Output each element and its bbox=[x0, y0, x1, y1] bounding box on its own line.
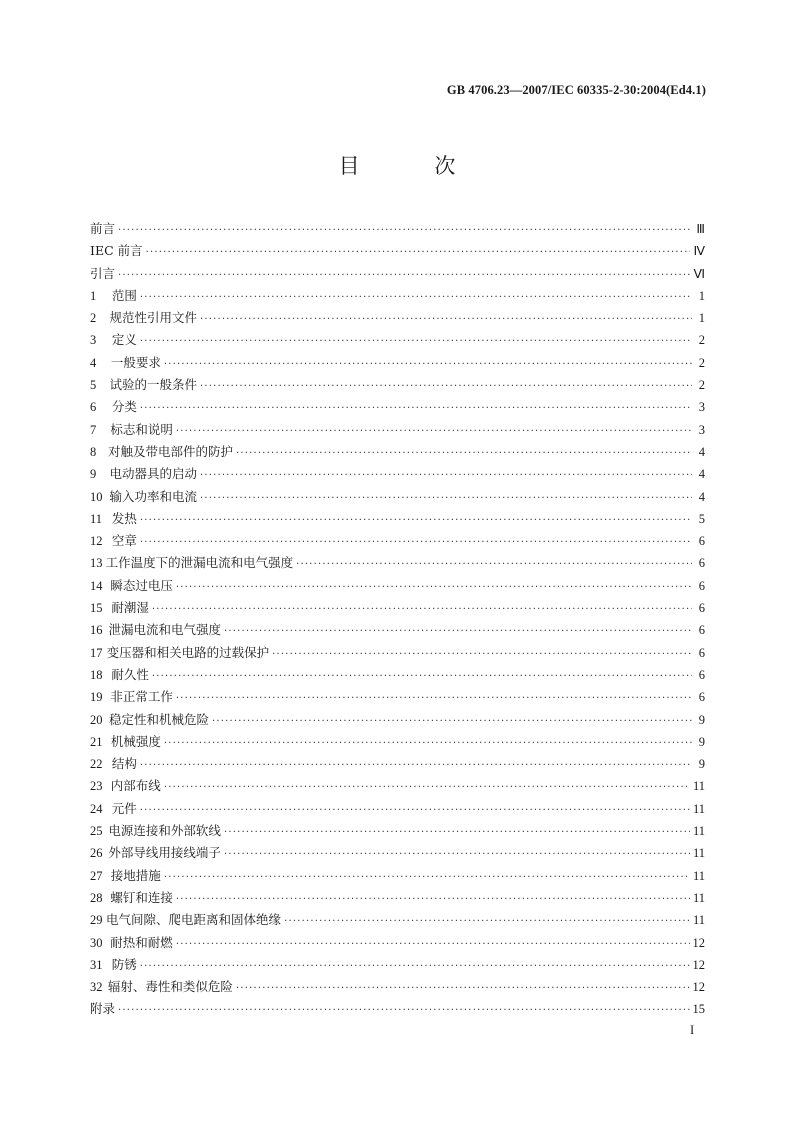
page-number: I bbox=[690, 1023, 695, 1037]
toc-entry-label: 范围 bbox=[111, 287, 137, 303]
toc-entry-page: Ⅲ bbox=[696, 222, 705, 236]
toc-leader-dots bbox=[164, 354, 692, 376]
toc-entry-label: 发热 bbox=[111, 510, 137, 526]
toc-leader-dots bbox=[200, 488, 692, 510]
toc-entry[interactable] bbox=[90, 954, 705, 976]
toc-entry-number: 30 bbox=[90, 935, 103, 950]
toc-entry-label: 前言 bbox=[90, 221, 116, 236]
toc-entry-label: 规范性引用文件 bbox=[109, 310, 197, 326]
toc-entry-number: 1 bbox=[90, 288, 97, 303]
toc-entry-number: 6 bbox=[90, 400, 97, 415]
toc-entry-number: 22 bbox=[90, 757, 103, 772]
toc-entry[interactable] bbox=[90, 486, 705, 508]
toc-entry-number: 18 bbox=[90, 667, 103, 682]
toc-entry-number: 3 bbox=[90, 333, 97, 348]
toc-entry-label: 内部布线 bbox=[110, 778, 161, 794]
toc-entry[interactable] bbox=[90, 842, 705, 864]
toc-entry-label: 外部导线用接线端子 bbox=[108, 845, 221, 861]
toc-entry-number: 4 bbox=[90, 355, 97, 370]
toc-entry[interactable] bbox=[90, 508, 705, 530]
toc-entry-label: 泄漏电流和电气强度 bbox=[108, 622, 222, 638]
toc-leader-dots bbox=[140, 331, 692, 353]
toc-entry[interactable] bbox=[90, 798, 705, 820]
toc-leader-dots bbox=[140, 510, 692, 532]
toc-entry-number: 32 bbox=[90, 980, 103, 995]
toc-entry-number: 28 bbox=[90, 890, 103, 905]
toc-entry-label: 输入功率和电流 bbox=[109, 488, 197, 504]
toc-entry-page: 6 bbox=[698, 623, 705, 638]
toc-entry[interactable] bbox=[90, 463, 705, 485]
toc-entry[interactable] bbox=[90, 552, 705, 574]
toc-entry-page: 11 bbox=[692, 801, 705, 816]
toc-entry-number: 12 bbox=[90, 534, 103, 549]
toc-entry[interactable] bbox=[90, 932, 705, 954]
toc-leader-dots bbox=[140, 956, 690, 978]
toc-entry-label: 辐射、毒性和类似危险 bbox=[107, 979, 233, 995]
toc-entry-number: 16 bbox=[90, 623, 103, 638]
toc-entry-number: 25 bbox=[90, 824, 103, 839]
toc-entry[interactable] bbox=[90, 441, 705, 463]
toc-entry-page: 15 bbox=[692, 1002, 705, 1017]
toc-entry-page: 11 bbox=[692, 779, 705, 794]
toc-entry-number: 24 bbox=[90, 801, 103, 816]
toc-entry-number: 8 bbox=[90, 444, 97, 459]
toc-entry-label: 空章 bbox=[111, 533, 137, 549]
toc-entry-label: 工作温度下的泄漏电流和电气强度 bbox=[105, 555, 294, 571]
toc-entry-number: 17 bbox=[90, 645, 103, 660]
toc-entry-page: 12 bbox=[692, 957, 705, 972]
toc-entry[interactable] bbox=[90, 865, 705, 887]
toc-entry-page: 1 bbox=[698, 311, 705, 326]
toc-leader-dots bbox=[224, 822, 690, 844]
toc-entry-page: 4 bbox=[698, 489, 705, 504]
toc-entry-label: 螺钉和连接 bbox=[110, 889, 173, 905]
toc-entry-page: 6 bbox=[698, 601, 705, 616]
toc-entry-label: 机械强度 bbox=[110, 733, 161, 749]
toc-entry-label: 瞬态过电压 bbox=[110, 577, 173, 593]
toc-leader-dots bbox=[176, 889, 690, 911]
toc-leader-dots bbox=[140, 532, 692, 554]
table-of-contents bbox=[90, 218, 705, 1021]
toc-entry-label: 耐潮湿 bbox=[111, 600, 149, 616]
toc-leader-dots bbox=[236, 443, 692, 465]
toc-entry-page: 6 bbox=[698, 690, 705, 705]
toc-leader-dots bbox=[152, 666, 692, 688]
toc-leader-dots bbox=[140, 398, 692, 420]
toc-entry-page: 4 bbox=[698, 444, 705, 459]
toc-entry-number: 14 bbox=[90, 578, 103, 593]
toc-entry-page: 2 bbox=[698, 355, 705, 370]
toc-entry[interactable] bbox=[90, 374, 705, 396]
toc-entry-page: 11 bbox=[692, 890, 705, 905]
toc-entry-page: 11 bbox=[692, 824, 705, 839]
toc-entry-page: 3 bbox=[698, 400, 705, 415]
toc-entry[interactable] bbox=[90, 775, 705, 797]
toc-entry-label: 元件 bbox=[111, 800, 137, 816]
toc-entry-page: 12 bbox=[692, 980, 705, 995]
toc-entry-number: 10 bbox=[90, 489, 103, 504]
toc-leader-dots bbox=[140, 800, 690, 822]
toc-entry-page: 5 bbox=[698, 511, 705, 526]
toc-entry-label: 稳定性和机械危险 bbox=[108, 711, 209, 727]
toc-entry-label: 耐热和耐燃 bbox=[110, 934, 173, 950]
toc-entry[interactable] bbox=[90, 709, 705, 731]
toc-entry-number: 20 bbox=[90, 712, 103, 727]
toc-leader-dots bbox=[200, 376, 692, 398]
toc-entry[interactable] bbox=[90, 998, 705, 1020]
toc-entry-label: 电源连接和外部软线 bbox=[108, 823, 221, 839]
toc-entry-label: 引言 bbox=[90, 265, 116, 281]
toc-entry-label: 一般要求 bbox=[110, 354, 161, 370]
toc-entry-label: 结构 bbox=[111, 756, 137, 772]
toc-leader-dots bbox=[296, 554, 692, 576]
toc-entry-number: 23 bbox=[90, 779, 103, 794]
toc-entry-page: 9 bbox=[698, 712, 705, 727]
toc-entry-page: 6 bbox=[698, 667, 705, 682]
toc-entry-label: 变压器和相关电路的过载保护 bbox=[106, 644, 270, 660]
toc-entry-page: 4 bbox=[698, 467, 705, 482]
toc-leader-dots bbox=[176, 577, 692, 599]
toc-entry-label: 附录 bbox=[90, 1001, 116, 1017]
toc-entry-label: 耐久性 bbox=[111, 666, 149, 682]
toc-entry-page: 11 bbox=[692, 846, 705, 861]
toc-leader-dots bbox=[176, 688, 692, 710]
toc-leader-dots bbox=[284, 911, 690, 933]
toc-entry-page: 12 bbox=[692, 935, 705, 950]
toc-entry[interactable] bbox=[90, 575, 705, 597]
toc-entry-label: 标志和说明 bbox=[110, 421, 173, 437]
toc-entry-page: 11 bbox=[692, 913, 705, 928]
toc-entry[interactable] bbox=[90, 307, 705, 329]
toc-leader-dots bbox=[224, 844, 690, 866]
toc-entry[interactable] bbox=[90, 285, 705, 307]
toc-entry-label: 定义 bbox=[111, 332, 137, 348]
toc-entry-number: 7 bbox=[90, 422, 97, 437]
toc-entry-number: 27 bbox=[90, 868, 103, 883]
toc-leader-dots bbox=[200, 309, 692, 331]
toc-leader-dots bbox=[236, 978, 690, 1000]
toc-entry-page: 2 bbox=[698, 378, 705, 393]
toc-entry-page: 9 bbox=[698, 757, 705, 772]
toc-entry[interactable] bbox=[90, 664, 705, 686]
toc-entry-number: 19 bbox=[90, 690, 103, 705]
toc-entry-page: 9 bbox=[698, 734, 705, 749]
toc-leader-dots bbox=[176, 421, 692, 443]
toc-entry-label: 非正常工作 bbox=[110, 689, 173, 705]
toc-entry-number: 26 bbox=[90, 846, 103, 861]
toc-entry[interactable] bbox=[90, 731, 705, 753]
toc-entry-number: 2 bbox=[90, 311, 97, 326]
toc-entry[interactable] bbox=[90, 619, 705, 641]
toc-entry-label: 对触及带电部件的防护 bbox=[108, 443, 234, 459]
toc-entry[interactable] bbox=[90, 329, 705, 351]
toc-entry-number: 15 bbox=[90, 601, 103, 616]
toc-entry-page: 3 bbox=[698, 422, 705, 437]
toc-entry-label: 电动器具的启动 bbox=[109, 466, 197, 482]
toc-entry-number: 9 bbox=[90, 467, 97, 482]
toc-entry-number: 13 bbox=[90, 556, 103, 571]
toc-entry[interactable] bbox=[90, 642, 705, 664]
page-title: 目 次 bbox=[338, 154, 490, 178]
toc-leader-dots bbox=[118, 265, 690, 287]
toc-entry-label: 分类 bbox=[111, 399, 137, 415]
toc-entry-label: 防锈 bbox=[111, 956, 137, 972]
toc-entry-page: 6 bbox=[698, 556, 705, 571]
toc-entry[interactable] bbox=[90, 887, 705, 909]
toc-leader-dots bbox=[200, 465, 692, 487]
toc-entry[interactable] bbox=[90, 597, 705, 619]
toc-leader-dots bbox=[176, 934, 690, 956]
toc-leader-dots bbox=[118, 220, 692, 242]
toc-entry-number: 11 bbox=[90, 511, 103, 526]
standard-number: GB 4706.23—2007/IEC 60335-2-30:2004(Ed4.1) bbox=[446, 83, 706, 97]
toc-leader-dots bbox=[140, 287, 692, 309]
toc-entry[interactable] bbox=[90, 263, 705, 285]
toc-entry[interactable] bbox=[90, 419, 705, 441]
toc-entry-label: 电气间隙、爬电距离和固体绝缘 bbox=[106, 912, 282, 928]
toc-leader-dots bbox=[224, 621, 692, 643]
toc-leader-dots bbox=[164, 867, 690, 889]
toc-leader-dots bbox=[212, 711, 692, 733]
toc-entry-label: IEC 前言 bbox=[90, 243, 143, 259]
toc-leader-dots bbox=[164, 733, 692, 755]
toc-entry-page: Ⅵ bbox=[693, 266, 705, 281]
toc-entry[interactable] bbox=[90, 396, 705, 418]
toc-leader-dots bbox=[118, 1000, 689, 1022]
toc-entry-page: 6 bbox=[698, 645, 705, 660]
toc-entry-number: 21 bbox=[90, 734, 103, 749]
toc-entry-page: 6 bbox=[698, 534, 705, 549]
toc-entry-page: 11 bbox=[692, 868, 705, 883]
toc-entry-page: Ⅳ bbox=[693, 244, 705, 259]
toc-leader-dots bbox=[164, 777, 690, 799]
toc-entry-number: 31 bbox=[90, 957, 103, 972]
toc-entry[interactable] bbox=[90, 530, 705, 552]
toc-leader-dots bbox=[152, 599, 692, 621]
toc-leader-dots bbox=[140, 755, 692, 777]
toc-entry[interactable] bbox=[90, 218, 705, 240]
toc-leader-dots bbox=[272, 644, 692, 666]
toc-leader-dots bbox=[146, 242, 691, 264]
toc-entry[interactable] bbox=[90, 820, 705, 842]
toc-entry-label: 接地措施 bbox=[110, 867, 161, 883]
toc-entry[interactable] bbox=[90, 352, 705, 374]
toc-entry-page: 2 bbox=[698, 333, 705, 348]
toc-entry[interactable] bbox=[90, 686, 705, 708]
toc-entry[interactable] bbox=[90, 909, 705, 931]
toc-entry[interactable] bbox=[90, 976, 705, 998]
toc-entry-page: 1 bbox=[698, 288, 705, 303]
toc-entry-page: 6 bbox=[698, 578, 705, 593]
toc-entry-number: 5 bbox=[90, 378, 97, 393]
toc-entry-number: 29 bbox=[90, 913, 103, 928]
toc-entry[interactable] bbox=[90, 240, 705, 262]
toc-entry[interactable] bbox=[90, 753, 705, 775]
toc-entry-label: 试验的一般条件 bbox=[109, 377, 197, 393]
